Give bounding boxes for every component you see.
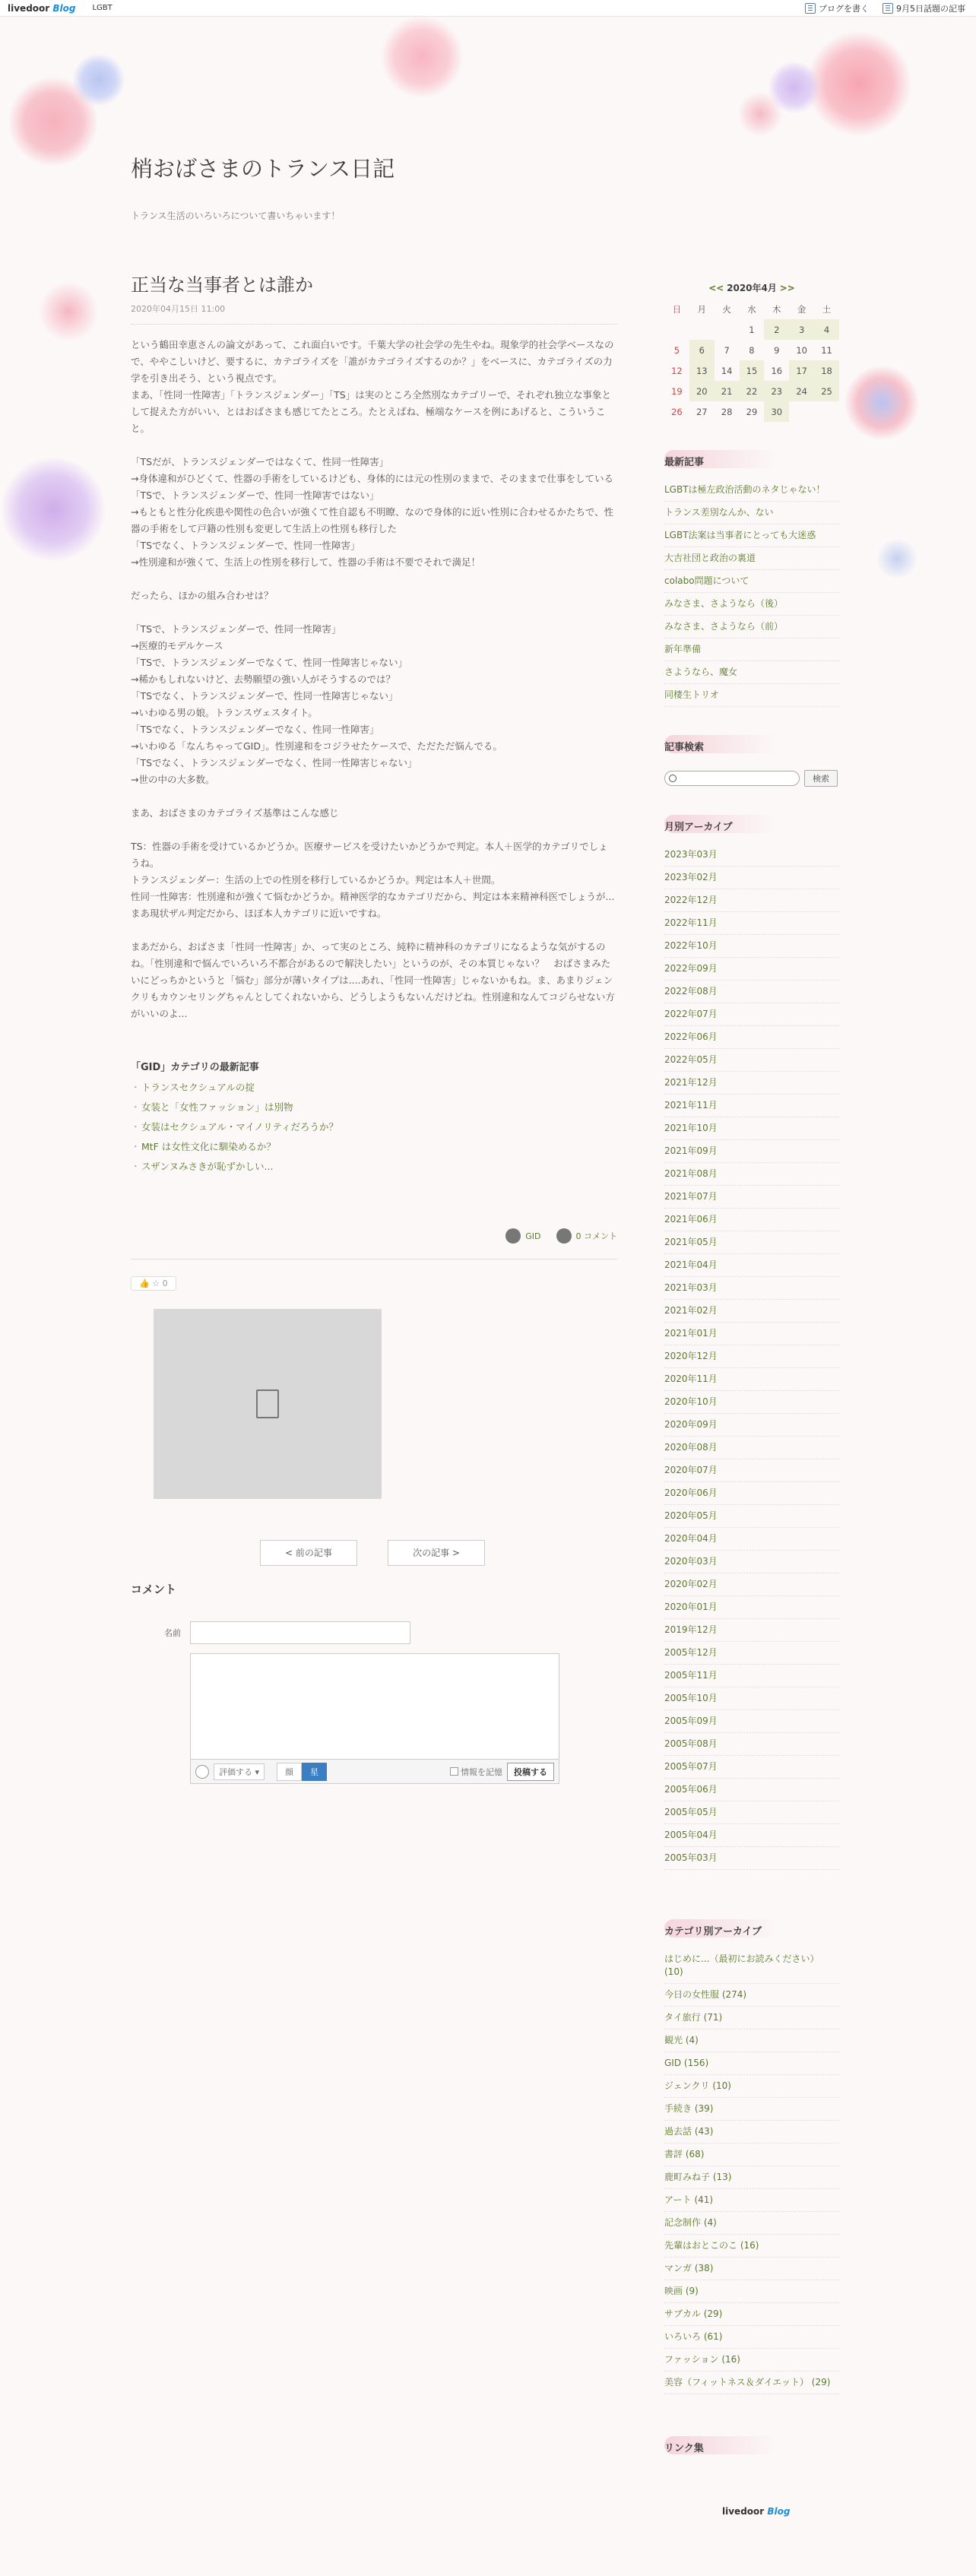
monthly-archive-item [664,1779,839,1801]
category-archive-item [664,2098,839,2121]
recent-article-link[interactable]: LGBTは極左政治活動のネタじゃない！ [664,484,825,495]
article-pager [131,1540,617,1566]
category-archive-link[interactable]: 鹿町みね子 (13) [664,2172,732,2182]
theme-toggle [277,1763,327,1781]
monthly-archive-item [664,1665,839,1687]
monthly-archive-link[interactable]: 2021年11月 [664,1100,718,1111]
monthly-archive-link[interactable]: 2020年01月 [664,1602,718,1612]
category-archive-link[interactable]: はじめに...（最初にお読みください） (10) [664,1953,819,1977]
comment-toolbar [190,1760,559,1784]
monthly-archive-link[interactable]: 2020年05月 [664,1510,718,1521]
monthly-archive-link[interactable]: 2021年12月 [664,1077,718,1088]
recent-articles-list [664,479,839,707]
monthly-archive-item [664,867,839,889]
calendar-day: 1 [749,324,755,335]
monthly-archive-link[interactable]: 2005年09月 [664,1716,718,1726]
flower-decoration [38,281,99,342]
calendar-day: 26 [671,406,683,417]
monthly-archive-item [664,1596,839,1619]
monthly-archive-item [664,935,839,958]
monthly-archive-item [664,958,839,981]
comment-section [131,1581,617,1784]
category-archive-link[interactable]: マンガ (38) [664,2263,714,2273]
monthly-archive-item [664,1551,839,1573]
article-paragraph: 「TSで、トランスジェンダーで、性同一性障害」 [131,623,341,635]
recent-article-link[interactable]: 同棲生トリオ [664,689,719,700]
category-archive-link[interactable]: 先輩はおとこのこ (16) [664,2240,759,2251]
calendar-day[interactable]: 17 [789,360,814,381]
monthly-archive-link[interactable]: 2020年11月 [664,1374,718,1384]
monthly-archive-link[interactable]: 2005年12月 [664,1647,718,1658]
monthly-archive-link[interactable]: 2021年05月 [664,1237,718,1247]
monthly-archive-link[interactable]: 2020年10月 [664,1396,718,1407]
article-paragraph: →医療的モデルケース [131,640,223,651]
calendar-weekday: 月 [697,303,707,315]
calendar-day[interactable]: 25 [814,381,839,401]
article-paragraph: 性同一性障害：性別違和が強くて悩むかどうか。精神医学的なカテゴリだから、判定は本来精神科医でしょうが...まあ現状ザル判定だから、ほぼ本人カテゴリに近いですね。 [131,891,615,919]
monthly-archive-item [664,1482,839,1505]
recent-article-link[interactable]: みなさま、さようなら（前） [664,621,784,632]
monthly-archive-title: 月別アーカイブ [664,819,839,841]
trend-link[interactable]: 9月5日話題の記事 [883,2,965,14]
monthly-archive-link[interactable]: 2021年08月 [664,1168,718,1179]
search-box [664,770,839,787]
category-archive-title: カテゴリ別アーカイブ [664,1923,839,1945]
calendar-next[interactable]: >> [779,283,795,293]
article-paragraph: まあ、「性同一性障害」「トランスジェンダー」「TS」は実のところ全然別なカテゴリーで、それぞれ独立な事象として捉えた方がいい、とはおばさまも感じてたところ。たとえばね、極端なケースを例にあげると、こういうこと。 [131,389,611,434]
recent-article-link[interactable]: LGBT法案は当事者にとっても大迷惑 [664,530,816,540]
category-recent-item [131,1117,617,1137]
category-archive-link[interactable]: 書評 (68) [664,2149,705,2159]
monthly-archive-item [664,1505,839,1528]
monthly-archive-link[interactable]: 2020年06月 [664,1488,718,1498]
category-link[interactable]: GID [505,1228,540,1244]
category-archive-item [664,2303,839,2326]
monthly-archive-item [664,912,839,935]
monthly-archive-item [664,1368,839,1391]
monthly-archive-link[interactable]: 2021年10月 [664,1123,718,1133]
category-archive-link[interactable]: 観光 (4) [664,2035,699,2045]
recent-article-item [664,570,839,593]
blog-header [131,152,395,222]
monthly-archive-item [664,1072,839,1095]
recent-article-link[interactable]: 大吉社団と政治の裏道 [664,553,756,563]
monthly-archive-item [664,1437,839,1459]
monthly-archive-link[interactable]: 2020年09月 [664,1419,718,1430]
category-archive-item [664,2166,839,2189]
monthly-archive-item [664,1345,839,1368]
checkbox-icon [450,1767,458,1776]
comment-form [158,1621,584,1784]
category-archive-link[interactable]: 今日の女性服 (274) [664,1989,747,2000]
monthly-archive-link[interactable]: 2022年06月 [664,1031,718,1042]
paragraph-gap [131,604,617,621]
monthly-archive-item [664,1323,839,1345]
category-archive-list [664,1948,839,2394]
calendar-prev[interactable]: << [708,283,724,293]
category-archive-item [664,2280,839,2303]
calendar-weekday: 火 [722,303,731,315]
calendar-day: 8 [749,344,755,356]
seg-dark[interactable]: 星 [302,1763,327,1781]
monthly-archive-item [664,1277,839,1300]
article-date: 2020年04月15日 11:00 [131,303,617,325]
calendar-day[interactable]: 4 [814,319,839,340]
monthly-archive-item [664,1254,839,1277]
monthly-archive-item [664,1049,839,1072]
article-paragraph: まあ、おばさまのカテゴライズ基準はこんな感じ [131,807,339,819]
calendar-day[interactable]: 21 [715,381,740,401]
monthly-archive-link[interactable]: 2020年02月 [664,1579,718,1589]
category-archive-link[interactable]: GID (156) [664,2058,709,2068]
category-recent-articles [131,1059,617,1177]
monthly-archive-link[interactable]: 2021年04月 [664,1259,718,1270]
category-archive-link[interactable]: ファッション (16) [664,2354,740,2365]
comment-title: コメント [131,1583,177,1596]
article-paragraph: 「TSでなく、トランスジェンダーでなく、性同一性障害」 [131,724,379,735]
category-recent-link[interactable]: トランスセクシュアルの掟 [141,1082,255,1093]
monthly-archive-item [664,1391,839,1414]
monthly-archive-link[interactable]: 2021年06月 [664,1214,718,1225]
article-paragraph: TS：性器の手術を受けているかどうか。医療サービスを受けたいかどうかで判定。本人＋医学的カテゴリでしょうね。 [131,841,608,869]
monthly-archive-link[interactable]: 2022年07月 [664,1009,718,1019]
footer-logo[interactable]: livedoor Blog [722,2506,791,2517]
calendar-day: 28 [721,406,733,417]
category-archive-item [664,2372,839,2394]
recent-article-item [664,638,839,661]
calendar-day[interactable]: 2 [764,319,789,340]
monthly-archive-item [664,1528,839,1551]
article-paragraph: という鶴田幸恵さんの論文があって、これ面白いです。千葉大学の社会学の先生やね。現象学的社会学ベースなので、ややこしいけど、要するに、カテゴライズを「誰がカテゴライズするのか？」をベースに、カテゴライズの力学を引き出そう、という視点です。 [131,339,614,384]
monthly-archive-link[interactable]: 2021年09月 [664,1145,718,1156]
search-title: 記事検索 [664,739,839,761]
calendar-weekday: 金 [797,303,806,315]
name-input[interactable] [190,1621,410,1644]
monthly-archive-link[interactable]: 2020年08月 [664,1442,718,1453]
flower-decoration [844,365,920,441]
calendar-day: 14 [721,365,733,376]
calendar-month: 2020年4月 [727,283,777,293]
livedoor-logo[interactable]: livedoor Blog [8,2,76,14]
monthly-archive-item [664,1733,839,1756]
paragraph-gap [131,822,617,838]
flower-decoration [0,456,106,562]
flower-decoration [380,15,464,99]
monthly-archive-item [664,1414,839,1437]
article-paragraph: トランスジェンダー：生活の上での性別を移行しているかどうか。判定は本人＋世間。 [131,874,501,886]
category-archive-link[interactable]: アート (41) [664,2194,714,2205]
article-paragraph: →もともと性分化疾患や関性の色合いが強くて性自認も不明瞭、なので身体的に近い性別に合わせるかたちで、性器の手術をして戸籍の性別も変更して生活上の性別も移行した [131,506,614,534]
category-archive-item [664,2007,839,2029]
livedoor-topbar [0,0,976,17]
category-archive-item [664,2143,839,2166]
monthly-archive-item [664,1163,839,1186]
category-archive-item [664,2258,839,2280]
monthly-archive-item [664,1573,839,1596]
category-recent-item [131,1098,617,1117]
monthly-archive-link[interactable]: 2020年12月 [664,1351,718,1361]
comment-textarea[interactable] [190,1653,559,1760]
pencil-icon [805,3,816,14]
article-paragraph: →いわゆる「なんちゃってGID」。性別違和をコジラせたケースで、ただただ悩んでる。 [131,740,502,752]
monthly-archive-link[interactable]: 2005年05月 [664,1807,718,1817]
recent-article-item [664,479,839,502]
recent-article-item [664,524,839,547]
category-archive-link[interactable]: 美容（フィットネス＆ダイエット） (29) [664,2377,831,2387]
calendar-day [664,319,689,340]
monthly-archive-link[interactable]: 2005年04月 [664,1830,718,1840]
broken-image-placeholder [154,1309,382,1499]
monthly-archive-item [664,1140,839,1163]
calendar-weekday: 土 [822,303,832,315]
monthly-archive-link[interactable]: 2019年12月 [664,1624,718,1635]
category-archive-item [664,2235,839,2258]
category-recent-link[interactable]: スザンヌみさきが恥ずかしい... [141,1161,274,1172]
calendar-day[interactable]: 30 [764,401,789,422]
monthly-archive-item [664,1801,839,1824]
remember-checkbox[interactable]: 情報を記憶 [450,1766,502,1778]
category-archive-link[interactable]: タイ旅行 (71) [664,2012,723,2023]
calendar-day: 7 [724,344,730,356]
flower-decoration [737,91,783,137]
prev-article-button[interactable]: < 前の記事 [260,1540,357,1566]
blog-title[interactable]: 梢おばさまのトランス日記 [131,156,395,182]
paragraph-gap [131,437,617,454]
article-paragraph: →世の中の大多数。 [131,774,215,785]
article-paragraph: 「TSでなく、トランスジェンダーで、性同一性障害じゃない」 [131,690,398,702]
category-recent-item [131,1078,617,1098]
monthly-archive-item [664,1003,839,1026]
calendar-day[interactable]: 20 [689,381,715,401]
calendar-day[interactable]: 3 [789,319,814,340]
article-paragraph: 「TSで、トランスジェンダーでなくて、性同一性障害じゃない」 [131,657,407,668]
article-paragraph: →身体違和がひどくて、性器の手術をしているけども、身体的には元の性別のままで、そのままで仕事をしている [131,473,613,484]
monthly-archive-link[interactable]: 2023年03月 [664,849,718,860]
category-archive-item [664,2326,839,2349]
monthly-archive-link[interactable]: 2022年05月 [664,1054,718,1065]
monthly-archive-item [664,1026,839,1049]
recent-article-item [664,684,839,707]
paragraph-gap [131,788,617,805]
calendar-day: 27 [696,406,708,417]
article-paragraph: →稀かもしれないけど、去勢願望の強い人がそうするのでは？ [131,673,395,685]
monthly-archive-item [664,1687,839,1710]
search-input[interactable] [664,771,800,786]
recent-article-item [664,661,839,684]
calendar-day[interactable]: 24 [789,381,814,401]
topbar-tag[interactable]: LGBT [92,4,112,12]
recent-article-item [664,502,839,524]
monthly-archive-link[interactable]: 2020年03月 [664,1556,718,1567]
monthly-archive-item [664,1642,839,1665]
category-archive-item [664,1984,839,2007]
calendar-weekday: 日 [672,303,682,315]
recent-article-link[interactable]: さようなら、魔女 [664,667,738,677]
monthly-archive-link[interactable]: 2022年11月 [664,917,718,928]
calendar-day[interactable]: 23 [764,381,789,401]
broken-image-icon [256,1389,279,1418]
calendar-day: 10 [796,344,807,356]
monthly-archive-item [664,889,839,912]
calendar-day: 11 [821,344,832,356]
monthly-archive-item [664,1847,839,1870]
category-archive-link[interactable]: いろいろ (61) [664,2331,723,2342]
monthly-archive-link[interactable]: 2022年10月 [664,940,718,951]
monthly-archive-link[interactable]: 2005年11月 [664,1670,718,1681]
article-paragraph: だったら、ほかの組み合わせは？ [131,590,274,601]
recent-article-link[interactable]: みなさま、さようなら（後） [664,598,784,609]
submit-comment-button[interactable]: 投稿する [507,1763,554,1781]
monthly-archive-link[interactable]: 2021年07月 [664,1191,718,1202]
main-column [131,270,617,1784]
article-paragraph: 「TSで、トランスジェンダーで、性同一性障害ではない」 [131,490,379,501]
category-archive-item [664,2349,839,2372]
write-blog-link[interactable]: ブログを書く [805,2,869,14]
category-recent-item [131,1157,617,1177]
monthly-archive-item [664,981,839,1003]
monthly-archive-link[interactable]: 2005年08月 [664,1738,718,1749]
calendar-day [789,401,814,422]
recent-article-item [664,593,839,616]
links-title: リンク集 [664,2440,839,2462]
calendar-day[interactable]: 13 [689,360,715,381]
category-archive-link[interactable]: ジェンクリ (10) [664,2080,731,2091]
category-archive-item [664,2052,839,2075]
category-recent-title: 「GID」カテゴリの最新記事 [131,1062,259,1073]
like-button[interactable]: 👍 ☆ 0 [131,1276,176,1291]
category-recent-item [131,1137,617,1157]
recent-articles-title: 最新記事 [664,454,839,476]
category-archive-item [664,2075,839,2098]
calendar-weekday: 木 [772,303,781,315]
rate-select[interactable]: 評価する ▾ [214,1763,265,1780]
monthly-archive-item [664,1209,839,1231]
monthly-archive-item [664,1117,839,1140]
monthly-archive-item [664,1710,839,1733]
butterfly-decoration [874,540,920,578]
paragraph-gap [131,571,617,588]
monthly-archive-link[interactable]: 2020年04月 [664,1533,718,1544]
category-archive-item [664,1948,839,1984]
category-recent-link[interactable]: 女装と「女性ファッション」は別物 [141,1101,293,1113]
monthly-archive-link[interactable]: 2021年01月 [664,1328,718,1339]
monthly-archive-link[interactable]: 2021年02月 [664,1305,718,1316]
monthly-archive-item [664,1756,839,1779]
flower-decoration [72,53,125,106]
monthly-archive-link[interactable]: 2020年07月 [664,1465,718,1475]
calendar-day [715,319,740,340]
monthly-archive-item [664,1619,839,1642]
monthly-archive-link[interactable]: 2005年10月 [664,1693,718,1703]
monthly-archive-link[interactable]: 2005年06月 [664,1784,718,1795]
monthly-archive-link[interactable]: 2022年12月 [664,895,718,905]
category-archive-link[interactable]: 映画 (9) [664,2286,699,2296]
calendar-day [689,319,715,340]
recent-article-link[interactable]: colabo問題について [664,575,749,586]
category-archive-link[interactable]: 記念制作 (4) [664,2217,717,2228]
category-recent-link[interactable]: 女装はセクシュアル・マイノリティだろうか？ [141,1121,339,1133]
calendar [664,281,839,422]
folder-icon [505,1228,521,1244]
comment-icon [556,1228,572,1244]
flower-decoration [806,30,912,137]
blog-description: トランス生活のいろいろについて書いちゃいます！ [131,211,341,221]
calendar-day: 5 [673,344,680,356]
monthly-archive-link[interactable]: 2022年09月 [664,963,718,974]
article-paragraph: 「TSだが、トランスジェンダーではなくて、性同一性障害」 [131,456,389,467]
calendar-day: 19 [671,385,683,397]
monthly-archive-link[interactable]: 2005年03月 [664,1852,718,1863]
monthly-archive-link[interactable]: 2023年02月 [664,872,718,882]
calendar-day[interactable]: 15 [740,360,765,381]
calendar-icon [883,3,893,14]
monthly-archive-item [664,1459,839,1482]
monthly-archive-item [664,1095,839,1117]
recent-article-link[interactable]: トランス差別なんか、ない [664,507,774,518]
calendar-day[interactable]: 6 [689,340,715,360]
category-archive-item [664,2121,839,2143]
article-paragraph: 「TSでなく、トランスジェンダーでなく、性同一性障害じゃない」 [131,757,417,768]
article-title[interactable]: 正当な当事者とは誰か [131,274,313,296]
name-label: 名前 [164,1628,181,1638]
calendar-day: 9 [774,344,780,356]
recent-article-link[interactable]: 新年準備 [664,644,702,654]
calendar-weekday: 水 [747,303,756,315]
category-archive-item [664,2189,839,2212]
calendar-day: 12 [671,365,683,376]
calendar-day: 29 [746,406,758,417]
monthly-archive-link[interactable]: 2021年03月 [664,1282,718,1293]
category-archive-item [664,2212,839,2235]
search-button[interactable]: 検索 [804,770,838,787]
monthly-archive-link[interactable]: 2005年07月 [664,1761,718,1772]
calendar-day[interactable]: 22 [740,381,765,401]
article-paragraph: 「TSでなく、トランスジェンダーで、性同一性障害」 [131,540,360,551]
article-paragraph: まあだから、おばさま「性同一性障害」か、って実のところ、純粋に精神科のカテゴリになるような気がするのね。「性別違和で悩んでいろいろ不都合があるので解決したい」というのが、その本質じゃない？ おばさまみたいにどっちかというと「悩む」部分が薄いタイプは....あれ、「性同一性障害」じゃないかもね。ま、あまりジェンクリもカウンセリングちゃんとしてくれないから、どうしようもないんだけどね。性別違和なんてコジらせない方がいいのよ... [131,941,615,1019]
category-archive-link[interactable]: サブカル (29) [664,2308,723,2319]
article-meta [131,1228,617,1244]
category-archive-item [664,2029,839,2052]
category-archive-link[interactable]: 手続き (39) [664,2103,714,2114]
calendar-day [814,401,839,422]
category-archive-link[interactable]: 過去話 (43) [664,2126,714,2137]
sidebar [664,281,839,2462]
monthly-archive-item [664,1231,839,1254]
monthly-archive-item [664,844,839,867]
paragraph-gap [131,922,617,939]
emoji-icon[interactable] [195,1765,209,1779]
recent-article-item [664,547,839,570]
article-body [131,337,617,1022]
seg-light[interactable]: 顔 [277,1763,302,1781]
next-article-button[interactable]: 次の記事 > [388,1540,485,1566]
recent-article-item [664,616,839,638]
monthly-archive-list [664,844,839,1870]
monthly-archive-item [664,1824,839,1847]
monthly-archive-item [664,1186,839,1209]
article-paragraph: →性別違和が強くて、生活上の性別を移行して、性器の手術は不要でそれで満足！ [131,556,480,568]
monthly-archive-item [664,1300,839,1323]
calendar-day: 16 [771,365,783,376]
article-paragraph: →いわゆる男の娘。トランスヴェスタイト。 [131,707,318,718]
category-recent-link[interactable]: MtF は女性文化に馴染めるか？ [141,1141,276,1152]
monthly-archive-link[interactable]: 2022年08月 [664,986,718,996]
comments-link[interactable]: 0 コメント [556,1228,618,1244]
calendar-day[interactable]: 18 [814,360,839,381]
